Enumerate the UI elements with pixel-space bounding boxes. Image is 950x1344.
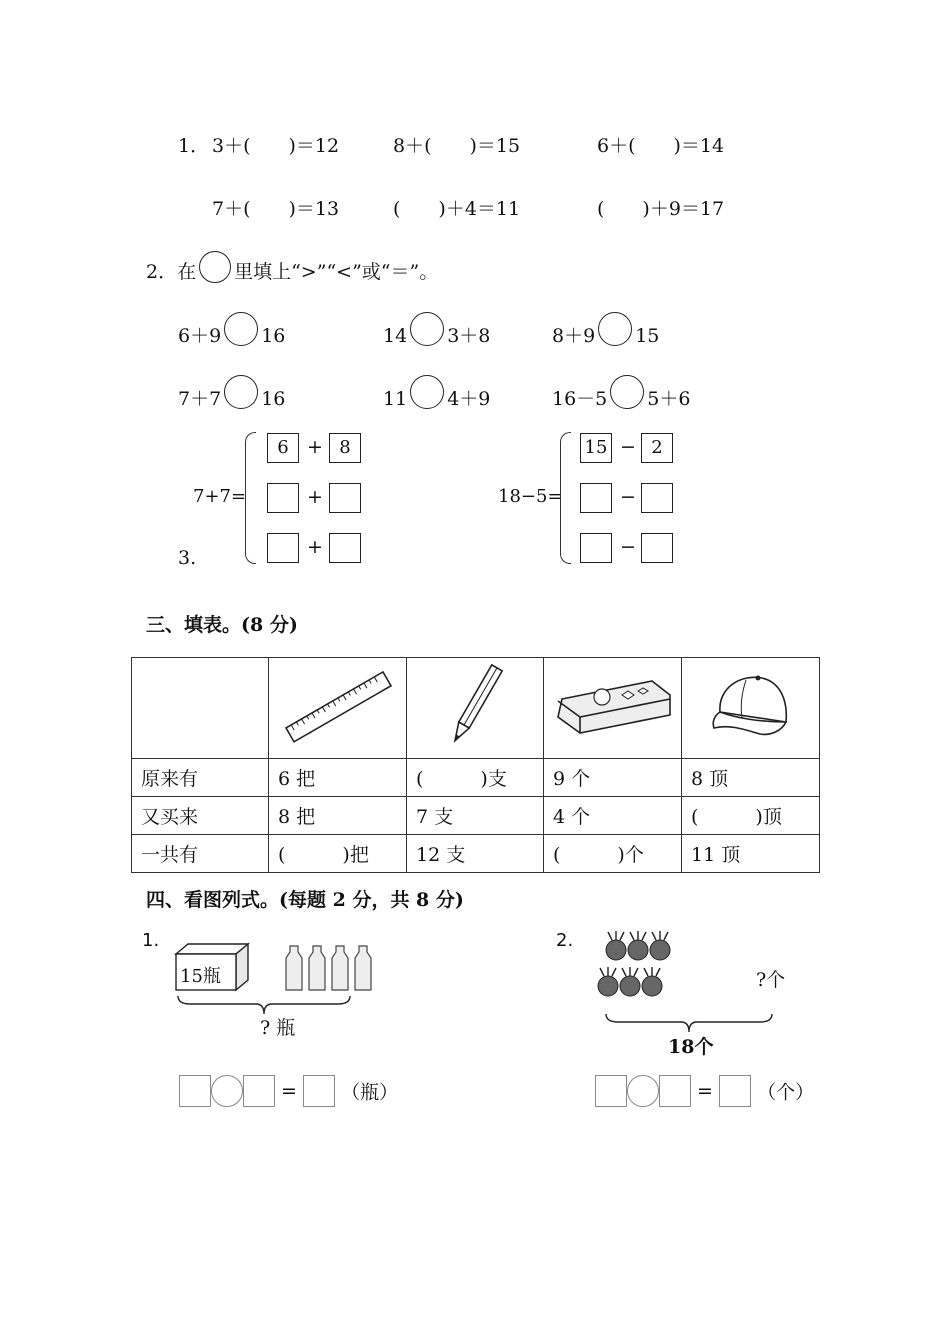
p2-question: ?个 [756,969,786,991]
answer-circle-icon [199,251,231,283]
pencil-cell [407,658,544,759]
table-row: 一共有 ( )把 12 支 ( )个 11 顶 [132,835,820,873]
q1-eq-1: 3＋( )＝12 [212,135,340,157]
pencil-icon [445,660,505,752]
q1-eq-6: ( )＋9＝17 [597,198,725,220]
equals-sign: = [697,1080,713,1102]
decompose-box: 8 [329,433,361,463]
fill-table [131,657,820,873]
answer-box[interactable] [641,533,673,563]
answer-box[interactable] [580,533,612,563]
compare-item: 8＋9 15 [552,320,659,354]
compare-circle[interactable] [410,312,444,346]
p1-question: ? 瓶 [260,1017,296,1039]
compare-item: 6＋9 16 [178,320,285,354]
compare-circle[interactable] [410,375,444,409]
q3-left-label: 7+7= [193,486,247,507]
answer-box[interactable] [329,483,361,513]
answer-box[interactable] [595,1075,627,1107]
operator-circle[interactable] [211,1075,243,1107]
plus-sign: + [307,436,323,458]
q2-instruction-post: 里填上“>”“<”或“＝”。 [234,261,439,283]
decompose-box: 2 [641,433,673,463]
q3-number: 3. [178,547,197,569]
compare-circle[interactable] [598,312,632,346]
cap-cell [682,658,820,759]
answer-box[interactable] [719,1075,751,1107]
answer-box[interactable] [267,533,299,563]
answer-box[interactable] [267,483,299,513]
p2-number: 2. [556,930,574,951]
table-row: 原来有 6 把 ( )支 9 个 8 顶 [132,759,820,797]
unit-label: （瓶） [341,1081,399,1104]
q1-number: 1． [178,135,210,157]
q2-instruction-pre: 2．在 [146,261,197,283]
minus-sign: − [620,486,636,508]
radishes-icon [594,930,684,1006]
compare-item: 7＋7 16 [178,383,285,417]
table-corner [132,658,269,759]
q1-eq-5: ( )＋4＝11 [393,198,521,220]
p1-number: 1. [142,930,160,951]
left-brace-icon [245,432,256,564]
pencil-case-icon [552,671,674,741]
ruler-icon [278,661,398,751]
plus-sign: + [307,486,323,508]
section-4-title: 四、看图列式。(每题 2 分，共 8 分) [146,889,464,911]
minus-sign: − [620,436,636,458]
q2-instruction [146,257,438,289]
answer-box[interactable] [329,533,361,563]
q1-eq-3: 6＋( )＝14 [597,135,725,157]
compare-item: 14 3＋8 [383,320,490,354]
answer-box[interactable] [641,483,673,513]
compare-circle[interactable] [224,375,258,409]
section-3-title: 三、填表。(8 分) [146,614,298,636]
decompose-box: 6 [267,433,299,463]
left-brace-icon [560,432,571,564]
q3-right-label: 18−5= [498,486,563,507]
decompose-box: 15 [580,433,612,463]
compare-item: 16－5 5＋6 [552,383,690,417]
answer-box[interactable] [303,1075,335,1107]
unit-label: （个） [757,1081,815,1104]
cap-icon [706,668,796,744]
operator-circle[interactable] [627,1075,659,1107]
compare-circle[interactable] [224,312,258,346]
q1-eq-2: 8＋( )＝15 [393,135,521,157]
answer-box[interactable] [179,1075,211,1107]
table-row: 又买来 8 把 7 支 4 个 ( )顶 [132,797,820,835]
answer-box[interactable] [243,1075,275,1107]
plus-sign: + [307,536,323,558]
compare-circle[interactable] [610,375,644,409]
brace-icon [604,1012,774,1034]
equals-sign: = [281,1080,297,1102]
p1-equation [179,1075,398,1107]
bottles-icon [280,940,380,992]
p2-total: 18个 [668,1036,714,1058]
minus-sign: − [620,536,636,558]
answer-box[interactable] [580,483,612,513]
compare-item: 11 4＋9 [383,383,490,417]
box-label: 15瓶 [180,966,221,987]
ruler-cell [269,658,407,759]
q1-eq-4: 7＋( )＝13 [212,198,340,220]
p2-equation [595,1075,814,1107]
answer-box[interactable] [659,1075,691,1107]
pencil-case-cell [544,658,682,759]
